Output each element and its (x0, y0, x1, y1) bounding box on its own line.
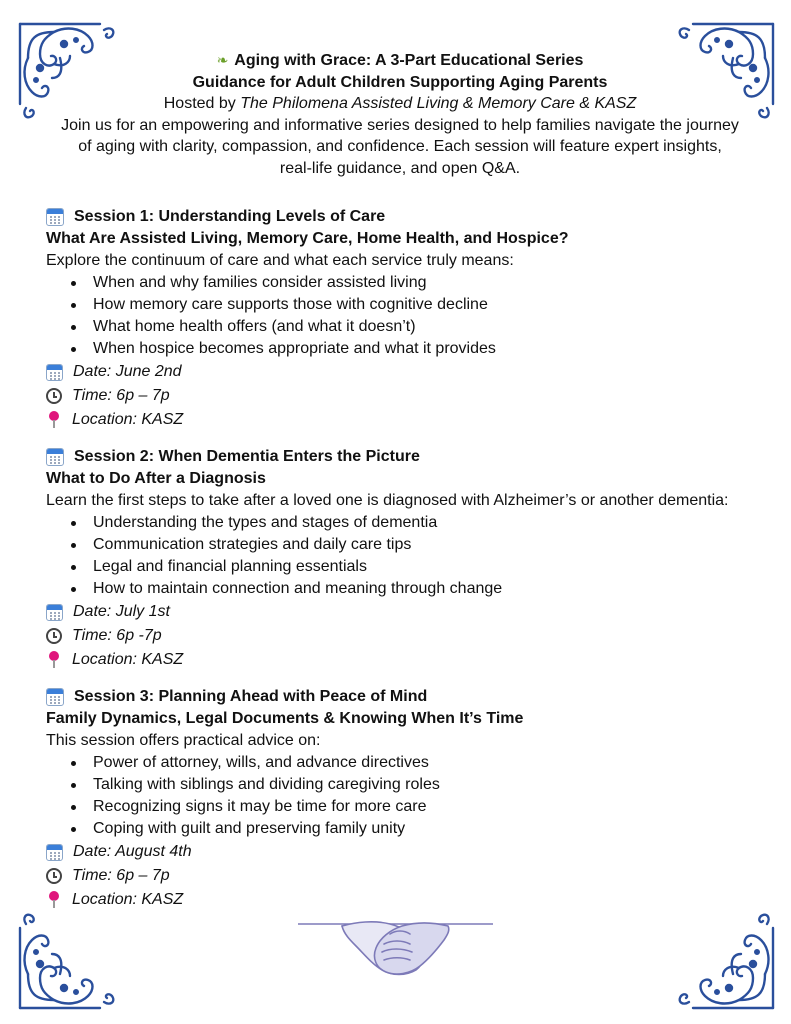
clock-icon (46, 628, 62, 644)
topic-item: Talking with siblings and dividing caregiving roles (90, 774, 736, 796)
session-title: Session 3: Planning Ahead with Peace of Mind (74, 688, 428, 705)
session-intro: This session offers practical advice on: (46, 732, 321, 749)
calendar-icon (46, 448, 64, 466)
series-title-line (60, 50, 740, 72)
pushpin-icon (46, 891, 62, 909)
host-line (60, 93, 740, 115)
calendar-icon (46, 208, 64, 226)
topic-item: When and why families consider assisted living (90, 272, 736, 294)
calendar-icon (46, 604, 63, 621)
host-name: The Philomena Assisted Living & Memory Care & KASZ (240, 95, 637, 112)
session-location-row (46, 408, 736, 432)
topic-item: Recognizing signs it may be time for more care (90, 796, 736, 818)
session-3 (46, 686, 736, 912)
series-subtitle: Guidance for Adult Children Supporting Aging Parents (192, 73, 608, 91)
session-subtitle: What Are Assisted Living, Memory Care, Home Health, and Hospice? (46, 230, 569, 247)
clasped-hands-icon (298, 900, 493, 980)
topic-item: What home health offers (and what it doesn’t) (90, 316, 736, 338)
session-time-row (46, 384, 736, 408)
session-1 (46, 206, 736, 432)
topic-item: Understanding the types and stages of dementia (90, 512, 736, 534)
session-location: Location: KASZ (72, 411, 184, 428)
event-header (60, 50, 740, 179)
session-subtitle: What to Do After a Diagnosis (46, 470, 266, 487)
session-title: Session 1: Understanding Levels of Care (74, 208, 386, 225)
session-time-row (46, 624, 736, 648)
topic-item: Legal and financial planning essentials (90, 556, 736, 578)
session-title-row (46, 446, 736, 468)
calendar-icon (46, 688, 64, 706)
clock-icon (46, 868, 62, 884)
session-date-row (46, 840, 736, 864)
series-intro: Join us for an empowering and informative series designed to help families navigate the journey of aging with clarity, compassion, and confidence. Each session will feature expert insights, real-life guidance, and open Q&A. (61, 116, 739, 177)
session-intro: Learn the first steps to take after a loved one is diagnosed with Alzheimer’s or another dementia: (46, 492, 729, 509)
calendar-icon (46, 364, 63, 381)
topic-item: How to maintain connection and meaning through change (90, 578, 736, 600)
clock-icon (46, 388, 62, 404)
session-location-row (46, 648, 736, 672)
session-title-row (46, 686, 736, 708)
session-time: Time: 6p -7p (72, 627, 162, 644)
session-date: Date: June 2nd (73, 363, 182, 380)
session-location: Location: KASZ (72, 651, 184, 668)
pushpin-icon (46, 411, 62, 429)
session-date: Date: July 1st (73, 603, 170, 620)
session-title: Session 2: When Dementia Enters the Picture (74, 448, 420, 465)
session-subtitle: Family Dynamics, Legal Documents & Knowing When It’s Time (46, 710, 524, 727)
session-intro: Explore the continuum of care and what each service truly means: (46, 252, 514, 269)
series-title: Aging with Grace: A 3-Part Educational Series (234, 52, 584, 69)
session-time: Time: 6p – 7p (72, 867, 170, 884)
session-title-row (46, 206, 736, 228)
session-topics (46, 512, 736, 600)
topic-item: Communication strategies and daily care tips (90, 534, 736, 556)
hosted-by-label: Hosted by (163, 95, 241, 112)
topic-item: When hospice becomes appropriate and what it provides (90, 338, 736, 360)
session-date-row (46, 600, 736, 624)
sessions-list (46, 206, 736, 926)
session-date-row (46, 360, 736, 384)
session-2 (46, 446, 736, 672)
session-time: Time: 6p – 7p (72, 387, 170, 404)
leaf-icon: ❧ (216, 52, 229, 68)
session-date: Date: August 4th (73, 843, 192, 860)
pushpin-icon (46, 651, 62, 669)
session-time-row (46, 864, 736, 888)
topic-item: Power of attorney, wills, and advance directives (90, 752, 736, 774)
session-location: Location: KASZ (72, 891, 184, 908)
topic-item: How memory care supports those with cognitive decline (90, 294, 736, 316)
calendar-icon (46, 844, 63, 861)
session-topics (46, 272, 736, 360)
session-topics (46, 752, 736, 840)
topic-item: Coping with guilt and preserving family unity (90, 818, 736, 840)
